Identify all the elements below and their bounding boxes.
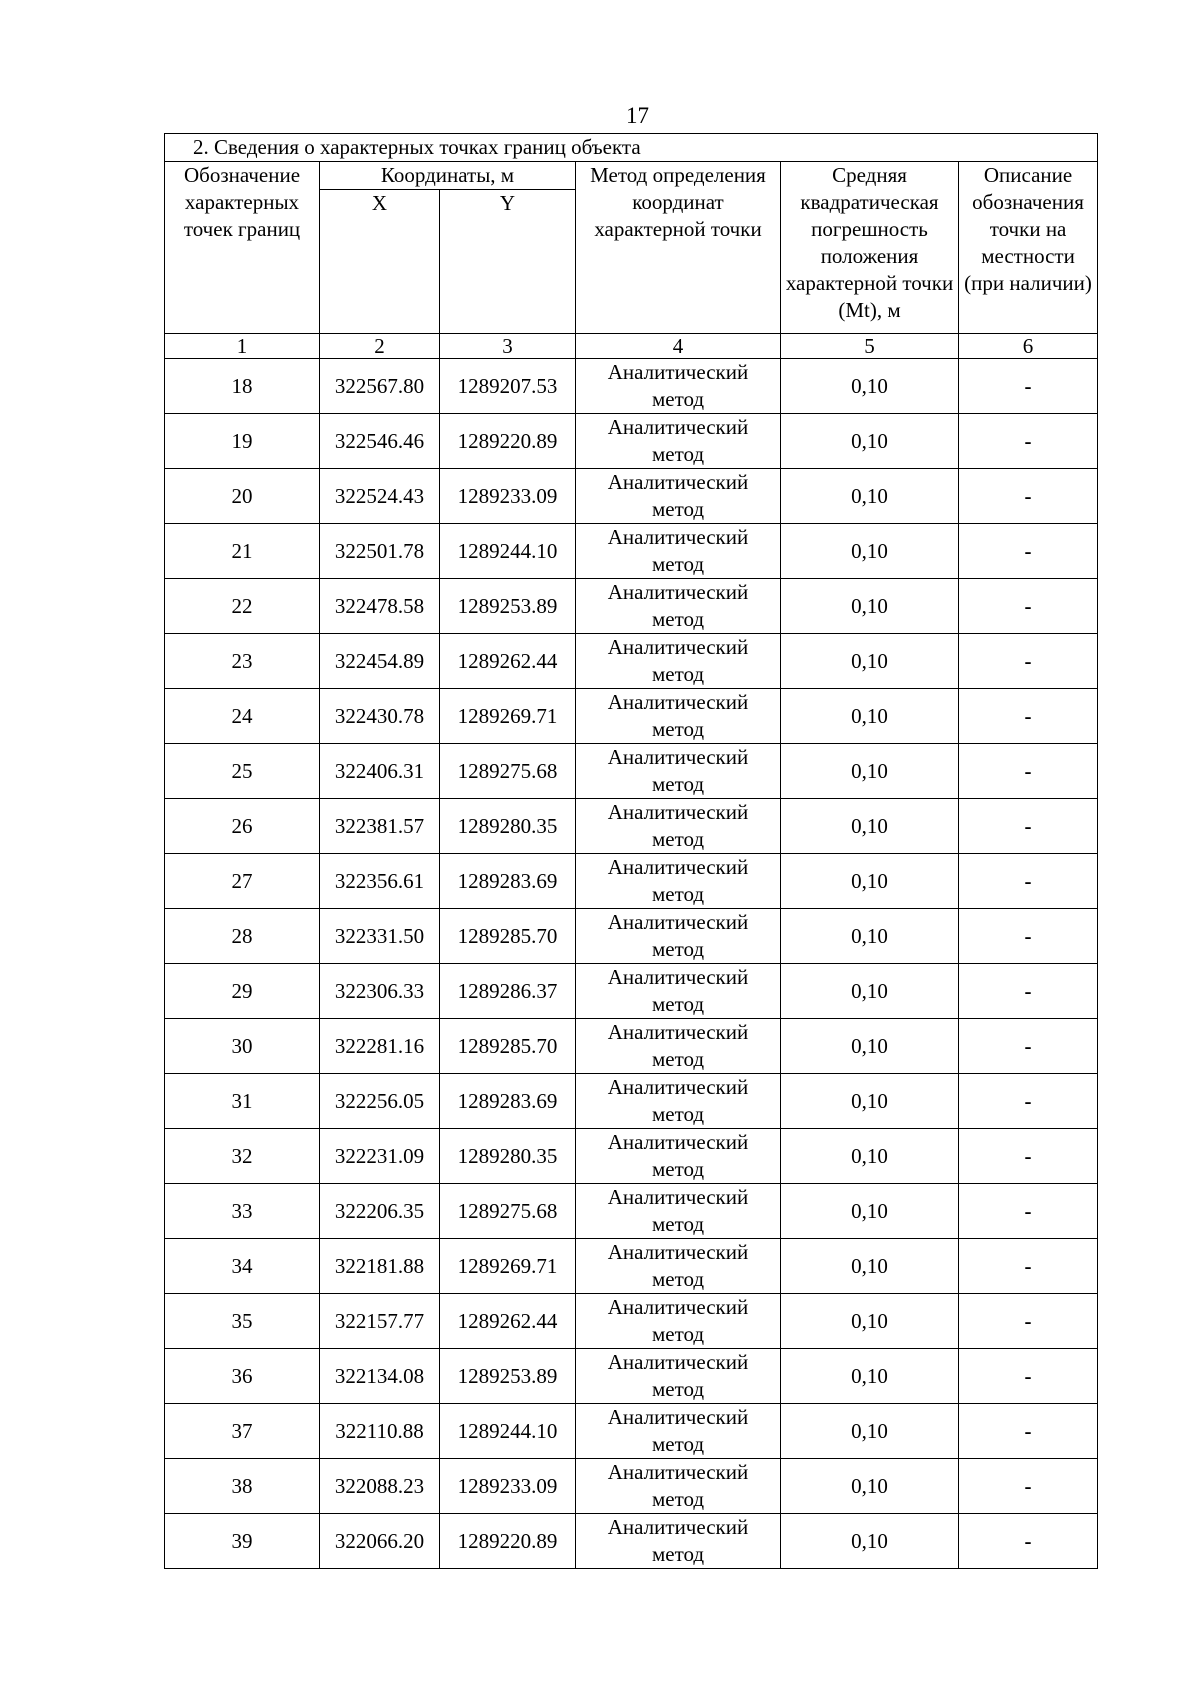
description-cell: - [959, 1019, 1098, 1074]
x-coordinate-cell: 322066.20 [320, 1514, 440, 1569]
method-line: метод [651, 1102, 705, 1126]
mean-error-cell: 0,10 [781, 579, 959, 634]
column-number: 6 [959, 334, 1098, 359]
y-coordinate-cell: 1289283.69 [440, 854, 576, 909]
point-cell: 20 [165, 469, 320, 524]
description-cell: - [959, 1074, 1098, 1129]
mean-error-cell: 0,10 [781, 1129, 959, 1184]
mean-error-cell: 0,10 [781, 414, 959, 469]
method-line: метод [651, 1432, 705, 1456]
method-line: метод [651, 607, 705, 631]
point-cell: 29 [165, 964, 320, 1019]
mean-error-cell: 0,10 [781, 1294, 959, 1349]
table-row [165, 469, 1098, 524]
section-title-row [165, 134, 1098, 162]
method-line: метод [651, 992, 705, 1016]
table-row [165, 1019, 1098, 1074]
y-coordinate-cell: 1289262.44 [440, 1294, 576, 1349]
point-cell: 31 [165, 1074, 320, 1129]
method-line: Аналитический [607, 690, 749, 714]
method-cell [576, 1129, 781, 1184]
x-coordinate-cell: 322478.58 [320, 579, 440, 634]
point-cell: 24 [165, 689, 320, 744]
method-cell [576, 909, 781, 964]
method-line: метод [651, 1157, 705, 1181]
description-cell: - [959, 854, 1098, 909]
header-description: Описание обозначения точки на местности (при наличии) [959, 162, 1098, 334]
method-line: Аналитический [607, 1405, 749, 1429]
mean-error-cell: 0,10 [781, 1019, 959, 1074]
method-line: метод [651, 717, 705, 741]
description-cell: - [959, 579, 1098, 634]
x-coordinate-cell: 322454.89 [320, 634, 440, 689]
boundary-points-table [164, 133, 1098, 1569]
column-number: 1 [165, 334, 320, 359]
y-coordinate-cell: 1289253.89 [440, 579, 576, 634]
table-row [165, 1459, 1098, 1514]
x-coordinate-cell: 322256.05 [320, 1074, 440, 1129]
method-cell [576, 469, 781, 524]
table-row [165, 1074, 1098, 1129]
method-line: Аналитический [607, 1350, 749, 1374]
y-coordinate-cell: 1289286.37 [440, 964, 576, 1019]
method-cell [576, 1459, 781, 1514]
method-line: Аналитический [607, 745, 749, 769]
table-row [165, 1129, 1098, 1184]
mean-error-cell: 0,10 [781, 359, 959, 414]
description-cell: - [959, 909, 1098, 964]
x-coordinate-cell: 322381.57 [320, 799, 440, 854]
method-line: Аналитический [607, 965, 749, 989]
description-cell: - [959, 799, 1098, 854]
method-line: метод [651, 1212, 705, 1236]
x-coordinate-cell: 322306.33 [320, 964, 440, 1019]
method-line: Аналитический [607, 1185, 749, 1209]
x-coordinate-cell: 322501.78 [320, 524, 440, 579]
y-coordinate-cell: 1289285.70 [440, 1019, 576, 1074]
y-coordinate-cell: 1289285.70 [440, 909, 576, 964]
description-cell: - [959, 469, 1098, 524]
x-coordinate-cell: 322524.43 [320, 469, 440, 524]
mean-error-cell: 0,10 [781, 634, 959, 689]
point-cell: 25 [165, 744, 320, 799]
table-row [165, 1184, 1098, 1239]
x-coordinate-cell: 322281.16 [320, 1019, 440, 1074]
mean-error-cell: 0,10 [781, 1239, 959, 1294]
point-cell: 33 [165, 1184, 320, 1239]
method-line: Аналитический [607, 1020, 749, 1044]
table-row [165, 689, 1098, 744]
y-coordinate-cell: 1289233.09 [440, 469, 576, 524]
point-cell: 18 [165, 359, 320, 414]
column-number-row [165, 334, 1098, 359]
x-coordinate-cell: 322206.35 [320, 1184, 440, 1239]
y-coordinate-cell: 1289269.71 [440, 689, 576, 744]
point-cell: 35 [165, 1294, 320, 1349]
column-number: 2 [320, 334, 440, 359]
mean-error-cell: 0,10 [781, 1404, 959, 1459]
y-coordinate-cell: 1289275.68 [440, 1184, 576, 1239]
description-cell: - [959, 359, 1098, 414]
y-coordinate-cell: 1289244.10 [440, 524, 576, 579]
method-line: Аналитический [607, 1240, 749, 1264]
method-line: Аналитический [607, 1460, 749, 1484]
mean-error-cell: 0,10 [781, 469, 959, 524]
mean-error-cell: 0,10 [781, 854, 959, 909]
table-row [165, 634, 1098, 689]
table-row [165, 359, 1098, 414]
x-coordinate-cell: 322567.80 [320, 359, 440, 414]
mean-error-cell: 0,10 [781, 689, 959, 744]
x-coordinate-cell: 322157.77 [320, 1294, 440, 1349]
method-cell [576, 414, 781, 469]
table-row [165, 964, 1098, 1019]
description-cell: - [959, 1129, 1098, 1184]
page-number: 17 [626, 103, 649, 128]
table-row [165, 909, 1098, 964]
y-coordinate-cell: 1289283.69 [440, 1074, 576, 1129]
description-cell: - [959, 744, 1098, 799]
mean-error-cell: 0,10 [781, 744, 959, 799]
method-line: метод [651, 1542, 705, 1566]
method-cell [576, 1514, 781, 1569]
x-coordinate-cell: 322406.31 [320, 744, 440, 799]
mean-error-cell: 0,10 [781, 909, 959, 964]
point-cell: 23 [165, 634, 320, 689]
x-coordinate-cell: 322088.23 [320, 1459, 440, 1514]
table-row [165, 524, 1098, 579]
method-line: метод [651, 1487, 705, 1511]
method-cell [576, 1184, 781, 1239]
table-row [165, 799, 1098, 854]
table-row [165, 414, 1098, 469]
x-coordinate-cell: 322181.88 [320, 1239, 440, 1294]
method-cell [576, 1074, 781, 1129]
y-coordinate-cell: 1289269.71 [440, 1239, 576, 1294]
header-y: Y [440, 190, 576, 334]
point-cell: 36 [165, 1349, 320, 1404]
point-cell: 34 [165, 1239, 320, 1294]
method-line: Аналитический [607, 1075, 749, 1099]
mean-error-cell: 0,10 [781, 1459, 959, 1514]
mean-error-cell: 0,10 [781, 964, 959, 1019]
method-line: метод [651, 387, 705, 411]
method-line: метод [651, 552, 705, 576]
description-cell: - [959, 689, 1098, 744]
section-title: 2. Сведения о характерных точках границ объекта [165, 134, 1098, 162]
method-line: Аналитический [607, 1515, 749, 1539]
point-cell: 30 [165, 1019, 320, 1074]
method-line: метод [651, 1047, 705, 1071]
point-cell: 22 [165, 579, 320, 634]
header-x: X [320, 190, 440, 334]
header-mean-error: Средняя квадратическая погрешность положения характерной точки (Mt), м [781, 162, 959, 334]
mean-error-cell: 0,10 [781, 1184, 959, 1239]
x-coordinate-cell: 322110.88 [320, 1404, 440, 1459]
table-row [165, 1404, 1098, 1459]
x-coordinate-cell: 322356.61 [320, 854, 440, 909]
y-coordinate-cell: 1289262.44 [440, 634, 576, 689]
point-cell: 32 [165, 1129, 320, 1184]
y-coordinate-cell: 1289220.89 [440, 1514, 576, 1569]
y-coordinate-cell: 1289220.89 [440, 414, 576, 469]
point-cell: 28 [165, 909, 320, 964]
method-line: Аналитический [607, 415, 749, 439]
y-coordinate-cell: 1289253.89 [440, 1349, 576, 1404]
header-point-designation: Обозначение характерных точек границ [165, 162, 320, 334]
table-row [165, 854, 1098, 909]
y-coordinate-cell: 1289207.53 [440, 359, 576, 414]
description-cell: - [959, 1294, 1098, 1349]
method-line: Аналитический [607, 580, 749, 604]
y-coordinate-cell: 1289233.09 [440, 1459, 576, 1514]
y-coordinate-cell: 1289244.10 [440, 1404, 576, 1459]
method-cell [576, 799, 781, 854]
method-cell [576, 1019, 781, 1074]
method-line: метод [651, 1267, 705, 1291]
method-line: Аналитический [607, 910, 749, 934]
point-cell: 21 [165, 524, 320, 579]
point-cell: 27 [165, 854, 320, 909]
method-cell [576, 964, 781, 1019]
method-cell [576, 1294, 781, 1349]
point-cell: 26 [165, 799, 320, 854]
point-cell: 38 [165, 1459, 320, 1514]
method-cell [576, 634, 781, 689]
method-line: Аналитический [607, 800, 749, 824]
table-row [165, 744, 1098, 799]
y-coordinate-cell: 1289280.35 [440, 799, 576, 854]
column-number: 4 [576, 334, 781, 359]
mean-error-cell: 0,10 [781, 1074, 959, 1129]
column-number: 3 [440, 334, 576, 359]
description-cell: - [959, 1459, 1098, 1514]
method-line: метод [651, 827, 705, 851]
method-line: метод [651, 497, 705, 521]
table-row [165, 1294, 1098, 1349]
column-number: 5 [781, 334, 959, 359]
description-cell: - [959, 524, 1098, 579]
method-line: метод [651, 772, 705, 796]
description-cell: - [959, 1349, 1098, 1404]
point-cell: 39 [165, 1514, 320, 1569]
method-line: метод [651, 442, 705, 466]
method-cell [576, 1239, 781, 1294]
method-line: Аналитический [607, 525, 749, 549]
x-coordinate-cell: 322134.08 [320, 1349, 440, 1404]
y-coordinate-cell: 1289275.68 [440, 744, 576, 799]
mean-error-cell: 0,10 [781, 1349, 959, 1404]
method-cell [576, 1349, 781, 1404]
method-line: метод [651, 1377, 705, 1401]
description-cell: - [959, 1514, 1098, 1569]
mean-error-cell: 0,10 [781, 524, 959, 579]
description-cell: - [959, 1239, 1098, 1294]
y-coordinate-cell: 1289280.35 [440, 1129, 576, 1184]
description-cell: - [959, 1184, 1098, 1239]
method-line: метод [651, 662, 705, 686]
mean-error-cell: 0,10 [781, 1514, 959, 1569]
x-coordinate-cell: 322331.50 [320, 909, 440, 964]
table-row [165, 1349, 1098, 1404]
description-cell: - [959, 414, 1098, 469]
method-cell [576, 524, 781, 579]
method-line: метод [651, 882, 705, 906]
method-line: Аналитический [607, 1295, 749, 1319]
header-method: Метод определения координат характерной точки [576, 162, 781, 334]
method-line: Аналитический [607, 855, 749, 879]
method-line: Аналитический [607, 470, 749, 494]
method-line: метод [651, 1322, 705, 1346]
point-cell: 19 [165, 414, 320, 469]
header-coordinates: Координаты, м [320, 162, 576, 190]
method-cell [576, 744, 781, 799]
description-cell: - [959, 634, 1098, 689]
description-cell: - [959, 1404, 1098, 1459]
x-coordinate-cell: 322546.46 [320, 414, 440, 469]
method-line: Аналитический [607, 1130, 749, 1154]
method-cell [576, 579, 781, 634]
mean-error-cell: 0,10 [781, 799, 959, 854]
table-row [165, 1239, 1098, 1294]
table-row [165, 1514, 1098, 1569]
method-line: Аналитический [607, 360, 749, 384]
x-coordinate-cell: 322231.09 [320, 1129, 440, 1184]
table-row [165, 579, 1098, 634]
table-body [165, 134, 1098, 1569]
method-line: Аналитический [607, 635, 749, 659]
method-cell [576, 1404, 781, 1459]
point-cell: 37 [165, 1404, 320, 1459]
method-cell [576, 359, 781, 414]
method-cell [576, 854, 781, 909]
header-row [165, 162, 1098, 190]
x-coordinate-cell: 322430.78 [320, 689, 440, 744]
method-cell [576, 689, 781, 744]
method-line: метод [651, 937, 705, 961]
description-cell: - [959, 964, 1098, 1019]
